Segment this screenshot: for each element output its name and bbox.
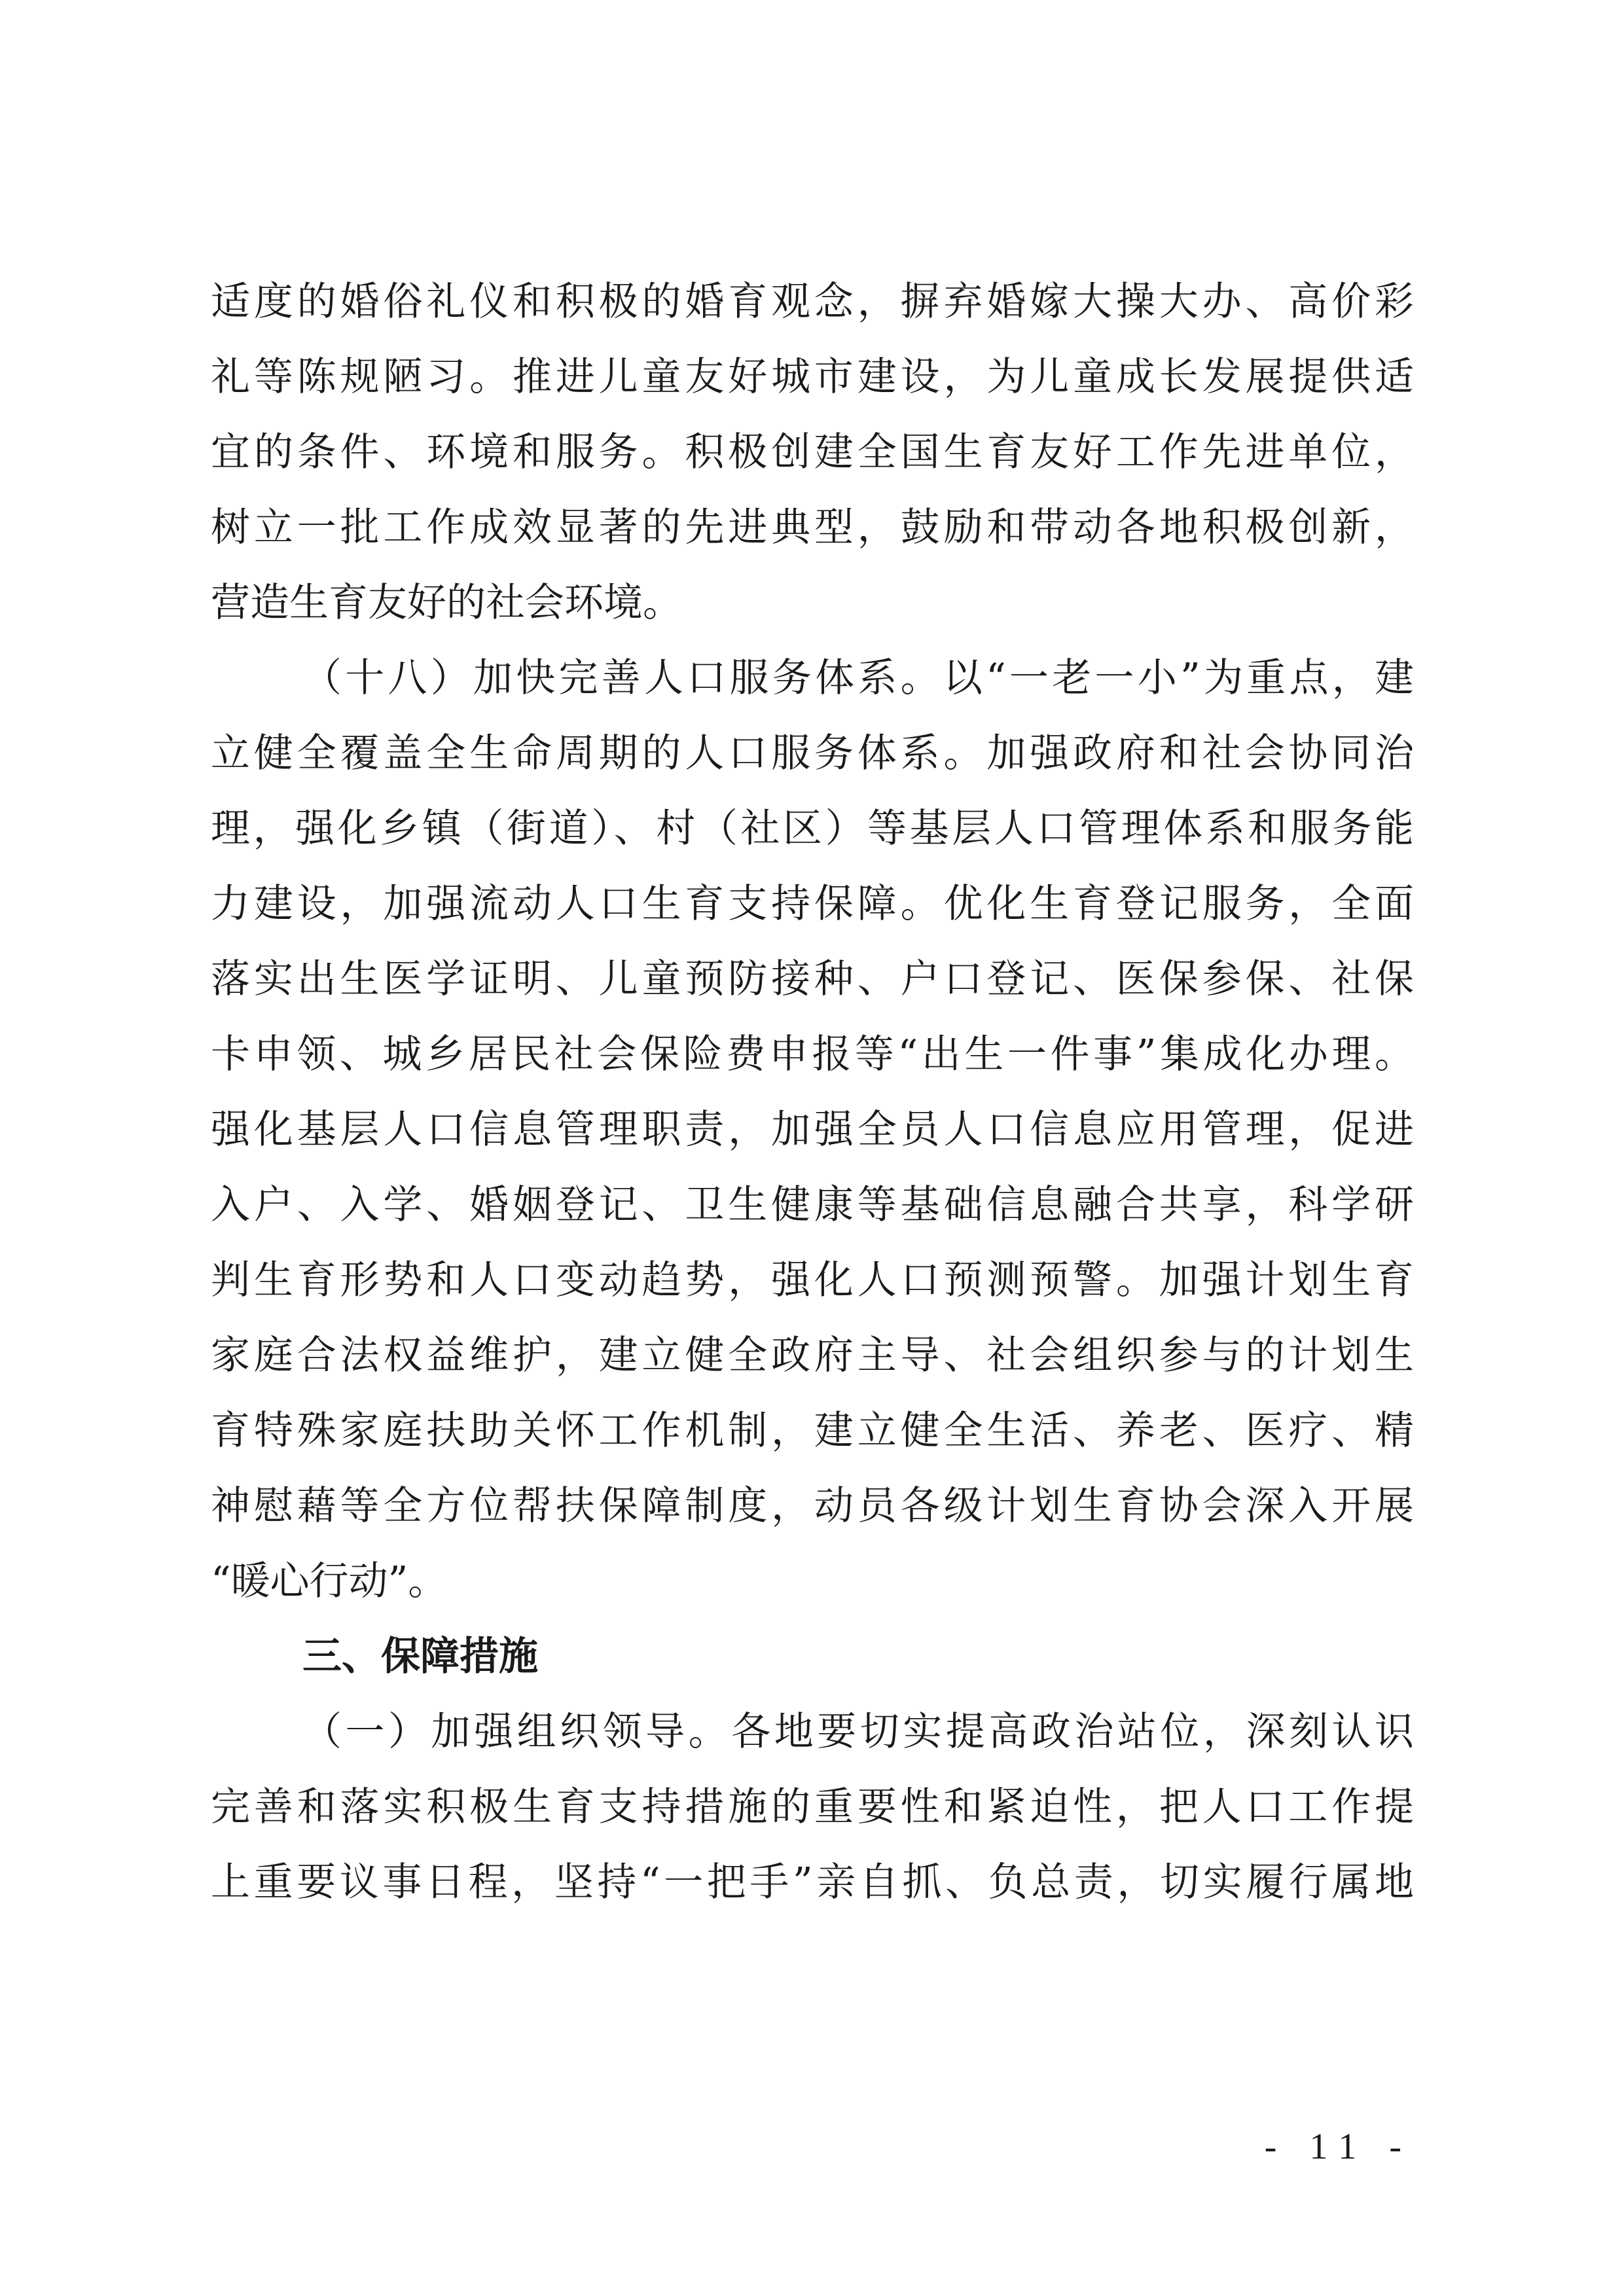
paragraph-first-line: （十八）加快完善人口服务体系。以“一老一小”为重点，建 <box>302 655 1414 701</box>
text-line: 礼等陈规陋习。推进儿童友好城市建设，为儿童成长发展提供适 <box>211 354 1414 400</box>
text-line: 神慰藉等全方位帮扶保障制度，动员各级计划生育协会深入开展 <box>211 1483 1414 1529</box>
text-line: 营造生育友好的社会环境。 <box>211 580 682 626</box>
text-line: 力建设，加强流动人口生育支持保障。优化生育登记服务，全面 <box>211 881 1414 927</box>
text-line: 完善和落实积极生育支持措施的重要性和紧迫性，把人口工作提 <box>211 1784 1414 1830</box>
text-line: 育特殊家庭扶助关怀工作机制，建立健全生活、养老、医疗、精 <box>211 1408 1414 1454</box>
document-body <box>211 264 1414 1920</box>
page-number: - 11 - <box>1264 2126 1413 2167</box>
text-line: 判生育形势和人口变动趋势，强化人口预测预警。加强计划生育 <box>211 1257 1414 1303</box>
text-line: 入户、入学、婚姻登记、卫生健康等基础信息融合共享，科学研 <box>211 1182 1414 1228</box>
text-line: “暖心行动”。 <box>211 1558 448 1604</box>
text-line: 立健全覆盖全生命周期的人口服务体系。加强政府和社会协同治 <box>211 730 1414 776</box>
text-line: 落实出生医学证明、儿童预防接种、户口登记、医保参保、社保 <box>211 956 1414 1002</box>
text-line: 宜的条件、环境和服务。积极创建全国生育友好工作先进单位， <box>211 429 1414 475</box>
paragraph-first-line: （一）加强组织领导。各地要切实提高政治站位，深刻认识 <box>302 1709 1414 1755</box>
text-line: 家庭合法权益维护，建立健全政府主导、社会组织参与的计划生 <box>211 1333 1414 1378</box>
text-line: 卡申领、城乡居民社会保险费申报等“出生一件事”集成化办理。 <box>211 1031 1414 1077</box>
text-line: 理，强化乡镇（街道）、村（社区）等基层人口管理体系和服务能 <box>211 806 1414 852</box>
text-line: 树立一批工作成效显著的先进典型，鼓励和带动各地积极创新， <box>211 505 1414 550</box>
text-line: 适度的婚俗礼仪和积极的婚育观念，摒弃婚嫁大操大办、高价彩 <box>211 279 1414 325</box>
section-heading: 三、保障措施 <box>302 1634 538 1679</box>
text-line: 强化基层人口信息管理职责，加强全员人口信息应用管理，促进 <box>211 1107 1414 1153</box>
text-line: 上重要议事日程，坚持“一把手”亲自抓、负总责，切实履行属地 <box>211 1859 1414 1905</box>
